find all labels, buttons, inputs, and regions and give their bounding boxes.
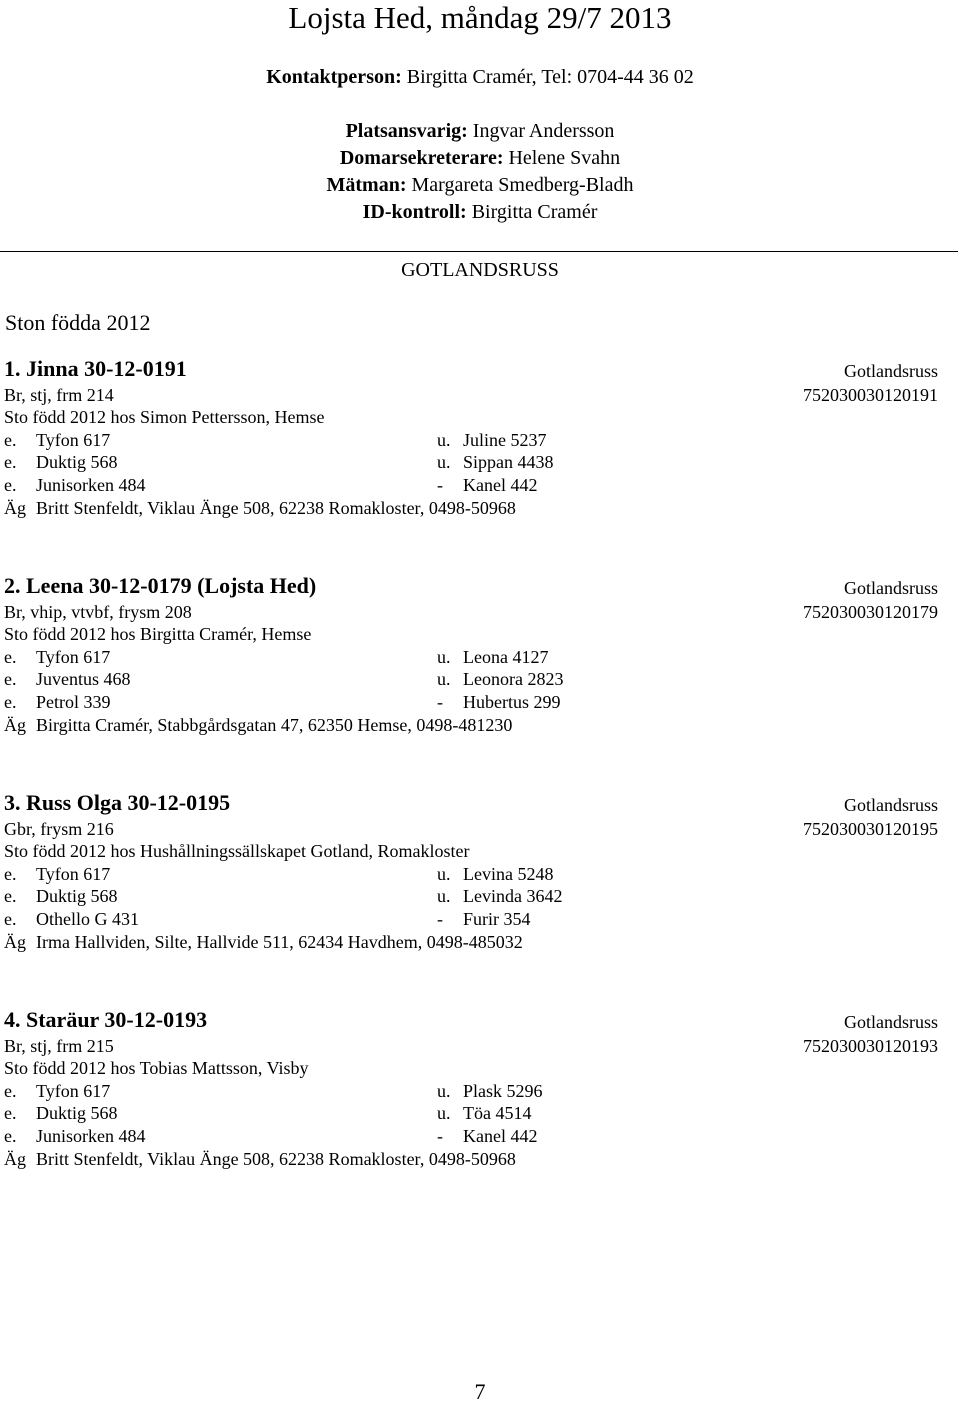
pedigree-dam [437, 1080, 543, 1102]
pedigree-dam [437, 668, 563, 690]
category-heading: Ston födda 2012 [5, 310, 151, 335]
pedigree-prefix: u. [437, 1081, 451, 1101]
pedigree-name: Furir 354 [463, 909, 531, 929]
pedigree-prefix: u. [437, 1103, 451, 1123]
pedigree-prefix: e. [4, 864, 17, 884]
pedigree-prefix: u. [437, 452, 451, 472]
pedigree-name: Hubertus 299 [463, 692, 561, 712]
entry-breed: Gotlandsruss [844, 578, 938, 598]
pedigree-name: Levina 5248 [463, 864, 554, 884]
official-label: ID-kontroll: [362, 201, 467, 223]
entry-title [4, 790, 230, 816]
pedigree-name: Kanel 442 [463, 475, 538, 495]
entry-name: Leena 30-12-0179 (Lojsta Hed) [26, 573, 317, 598]
pedigree-prefix: u. [437, 430, 451, 450]
pedigree-sire [4, 1125, 146, 1147]
entry-title [4, 356, 187, 382]
page-number: 7 [474, 1379, 486, 1404]
official-label: Mätman: [326, 174, 407, 196]
official-value: Ingvar Andersson [467, 120, 615, 142]
pedigree-name: Tyfon 617 [36, 647, 111, 667]
pedigree-prefix: e. [4, 692, 17, 712]
entry-title [4, 573, 316, 599]
pedigree-name: Juline 5237 [463, 430, 547, 450]
pedigree-prefix: e. [4, 1103, 17, 1123]
entry-number: 3. [4, 790, 21, 815]
official-label: Platsansvarig: [345, 120, 468, 142]
pedigree-dam [437, 474, 537, 496]
owner-value: Irma Hallviden, Silte, Hallvide 511, 62434 Havdhem, 0498-485032 [36, 932, 523, 952]
entry-name: Jinna 30-12-0191 [26, 356, 187, 381]
entry-description: Br, stj, frm 214 [4, 385, 114, 405]
entry-reg-number: 752030030120193 [803, 1036, 938, 1056]
entry-breed: Gotlandsruss [844, 361, 938, 381]
contact-value: Birgitta Cramér, Tel: 0704-44 36 02 [401, 66, 694, 88]
pedigree-dam [437, 1125, 537, 1147]
official-id-kontroll [0, 200, 960, 224]
breed-heading: GOTLANDSRUSS [401, 259, 559, 281]
pedigree-sire [4, 474, 146, 496]
pedigree-prefix: e. [4, 886, 17, 906]
official-platsansvarig [0, 119, 960, 143]
pedigree-prefix: e. [4, 647, 17, 667]
entry-owner [4, 931, 523, 953]
pedigree-name: Duktig 568 [36, 1103, 118, 1123]
owner-prefix: Äg [4, 715, 26, 735]
pedigree-prefix: - [437, 692, 443, 712]
pedigree-sire [4, 1080, 110, 1102]
pedigree-name: Tyfon 617 [36, 430, 111, 450]
contact-label: Kontaktperson: [266, 66, 402, 88]
pedigree-dam [437, 863, 553, 885]
pedigree-name: Duktig 568 [36, 452, 118, 472]
pedigree-name: Kanel 442 [463, 1126, 538, 1146]
entry-breeder: Sto född 2012 hos Birgitta Cramér, Hemse [4, 624, 312, 644]
pedigree-sire [4, 451, 118, 473]
entry-breed: Gotlandsruss [844, 1012, 938, 1032]
header-divider [0, 251, 958, 252]
pedigree-dam [437, 1102, 531, 1124]
official-value: Birgitta Cramér [466, 201, 598, 223]
entry-number: 2. [4, 573, 21, 598]
pedigree-sire [4, 646, 110, 668]
pedigree-name: Töa 4514 [463, 1103, 532, 1123]
pedigree-name: Leona 4127 [463, 647, 549, 667]
pedigree-prefix: u. [437, 864, 451, 884]
pedigree-dam [437, 908, 531, 930]
pedigree-prefix: e. [4, 430, 17, 450]
pedigree-prefix: u. [437, 669, 451, 689]
pedigree-name: Tyfon 617 [36, 864, 111, 884]
pedigree-sire [4, 668, 131, 690]
pedigree-prefix: e. [4, 669, 17, 689]
entry-owner [4, 497, 516, 519]
entry-reg-number: 752030030120195 [803, 819, 938, 839]
pedigree-dam [437, 451, 554, 473]
pedigree-sire [4, 429, 110, 451]
entry-description: Br, stj, frm 215 [4, 1036, 114, 1056]
pedigree-dam [437, 885, 562, 907]
pedigree-name: Petrol 339 [36, 692, 111, 712]
owner-value: Britt Stenfeldt, Viklau Änge 508, 62238 Romakloster, 0498-50968 [36, 498, 516, 518]
entry-description: Br, vhip, vtvbf, frysm 208 [4, 602, 192, 622]
pedigree-dam [437, 429, 547, 451]
pedigree-prefix: - [437, 475, 443, 495]
contact-line [0, 65, 960, 89]
pedigree-name: Levinda 3642 [463, 886, 563, 906]
entry-breed: Gotlandsruss [844, 795, 938, 815]
pedigree-prefix: e. [4, 1081, 17, 1101]
entry-reg-number: 752030030120179 [803, 602, 938, 622]
official-domarsekreterare [0, 146, 960, 170]
owner-prefix: Äg [4, 498, 26, 518]
entry-description: Gbr, frysm 216 [4, 819, 114, 839]
owner-prefix: Äg [4, 932, 26, 952]
page-title: Lojsta Hed, måndag 29/7 2013 [288, 0, 672, 35]
pedigree-prefix: - [437, 1126, 443, 1146]
pedigree-dam [437, 691, 561, 713]
entry-reg-number: 752030030120191 [803, 385, 938, 405]
pedigree-name: Tyfon 617 [36, 1081, 111, 1101]
entry-breeder: Sto född 2012 hos Simon Pettersson, Hemse [4, 407, 325, 427]
entry-breeder: Sto född 2012 hos Hushållningssällskapet Gotland, Romakloster [4, 841, 470, 861]
entry-number: 4. [4, 1007, 21, 1032]
entry-owner [4, 1148, 516, 1170]
entry-owner [4, 714, 512, 736]
pedigree-prefix: u. [437, 647, 451, 667]
pedigree-name: Junisorken 484 [36, 475, 146, 495]
official-matman [0, 173, 960, 197]
owner-value: Birgitta Cramér, Stabbgårdsgatan 47, 62350 Hemse, 0498-481230 [36, 715, 513, 735]
entry-breeder: Sto född 2012 hos Tobias Mattsson, Visby [4, 1058, 309, 1078]
entry-name: Russ Olga 30-12-0195 [26, 790, 231, 815]
owner-value: Britt Stenfeldt, Viklau Änge 508, 62238 Romakloster, 0498-50968 [36, 1149, 516, 1169]
pedigree-name: Juventus 468 [36, 669, 131, 689]
pedigree-prefix: u. [437, 886, 451, 906]
pedigree-sire [4, 908, 139, 930]
pedigree-prefix: - [437, 909, 443, 929]
pedigree-prefix: e. [4, 475, 17, 495]
pedigree-prefix: e. [4, 1126, 17, 1146]
pedigree-sire [4, 885, 118, 907]
pedigree-prefix: e. [4, 909, 17, 929]
official-label: Domarsekreterare: [339, 147, 504, 169]
pedigree-dam [437, 646, 548, 668]
pedigree-name: Sippan 4438 [463, 452, 554, 472]
entry-name: Staräur 30-12-0193 [26, 1007, 208, 1032]
pedigree-name: Duktig 568 [36, 886, 118, 906]
pedigree-name: Junisorken 484 [36, 1126, 146, 1146]
pedigree-name: Leonora 2823 [463, 669, 564, 689]
official-value: Margareta Smedberg-Bladh [406, 174, 634, 196]
entry-number: 1. [4, 356, 21, 381]
official-value: Helene Svahn [503, 147, 621, 169]
owner-prefix: Äg [4, 1149, 26, 1169]
pedigree-prefix: e. [4, 452, 17, 472]
pedigree-sire [4, 691, 111, 713]
entry-title [4, 1007, 207, 1033]
pedigree-sire [4, 863, 110, 885]
pedigree-name: Othello G 431 [36, 909, 139, 929]
pedigree-name: Plask 5296 [463, 1081, 543, 1101]
pedigree-sire [4, 1102, 118, 1124]
